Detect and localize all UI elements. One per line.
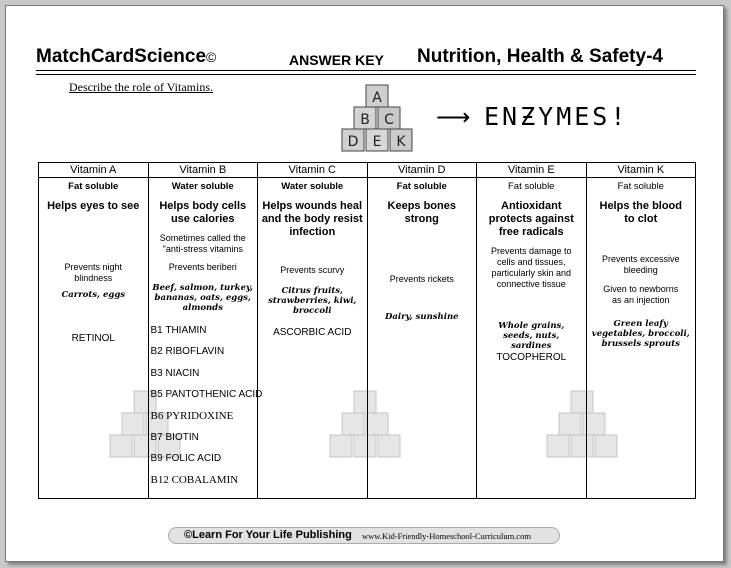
vitamin-b-cell: [148, 178, 263, 499]
block-letter: E: [372, 134, 382, 150]
chemical-name: RETINOL: [71, 333, 115, 344]
vitamin-a-cell: [39, 178, 149, 499]
solubility-label: Water soluble: [281, 181, 344, 192]
solubility-label: Fat soluble: [396, 181, 447, 192]
answer-key-label: ANSWER KEY: [289, 52, 384, 68]
fact-text: Prevents scurvy: [280, 265, 345, 275]
food-sources: Whole grains, seeds, nuts, sardines: [498, 321, 565, 351]
vitamin-c-cell: [258, 178, 368, 499]
arrow-icon: ⟶: [436, 104, 471, 131]
block-letter: C: [384, 112, 394, 128]
vitamin-k-cell: [586, 178, 696, 499]
copyright-mark: ©: [206, 49, 217, 65]
vitamin-e-cell: [477, 178, 587, 499]
role-text: Keeps bones strong: [387, 200, 456, 225]
enzymes-text: ENƵYMES!: [484, 102, 629, 131]
brand-name: MatchCardScience: [36, 46, 207, 67]
block-letter: K: [396, 134, 406, 150]
header-rule-top: [36, 70, 696, 71]
role-text: Antioxidant protects against free radicals: [488, 200, 574, 238]
food-sources: Beef, salmon, turkey, bananas, oats, eggs, almonds: [152, 283, 254, 313]
fact-text-2: Given to newborns as an injection: [603, 284, 679, 305]
fact-text: Prevents beriberi: [168, 262, 237, 272]
column-header: Vitamin K: [586, 163, 696, 178]
food-sources: Green leafy vegetables, broccoli, brussels sprouts: [591, 319, 690, 349]
role-text: Helps body cells use calories: [159, 200, 247, 225]
brand-title: [36, 46, 216, 68]
b-vitamin-type: B3 NIACIN: [150, 368, 200, 379]
food-sources: Dairy, sunshine: [384, 312, 459, 322]
block-letter: D: [347, 134, 359, 150]
column-header: Vitamin C: [258, 163, 368, 178]
b-vitamin-type: B2 RIBOFLAVIN: [150, 346, 225, 357]
publisher-label: ©Learn For Your Life Publishing: [184, 529, 352, 541]
worksheet-topic: Nutrition, Health & Safety-4: [417, 46, 663, 67]
b-vitamin-type: B12 COBALAMIN: [150, 474, 239, 486]
fact-text: Prevents night blindness: [64, 262, 123, 283]
alphabet-blocks-icon: [328, 83, 428, 155]
worksheet-page: [5, 5, 724, 562]
solubility-label: Fat soluble: [68, 181, 119, 192]
question-prompt: Describe the role of Vitamins.: [69, 80, 214, 94]
b-vitamin-type: B5 PANTOTHENIC ACID: [150, 389, 263, 400]
chemical-name: ASCORBIC ACID: [273, 327, 352, 338]
vitamin-d-cell: [367, 178, 477, 499]
b-vitamin-type: B1 THIAMIN: [150, 325, 207, 336]
role-text: Helps the blood to clot: [599, 200, 682, 225]
solubility-label: Water soluble: [171, 181, 234, 192]
column-header: Vitamin D: [367, 163, 477, 178]
chemical-name: TOCOPHEROL: [496, 352, 567, 363]
table-header-row: [39, 163, 696, 178]
column-header: Vitamin E: [477, 163, 587, 178]
solubility-label: Fat soluble: [508, 181, 555, 192]
food-sources: Carrots, eggs: [61, 290, 126, 300]
block-letter: A: [372, 90, 382, 106]
vitamins-table: [38, 162, 696, 499]
b-vitamin-type: B9 FOLIC ACID: [150, 453, 222, 464]
fact-text: Prevents excessive bleeding: [601, 254, 680, 275]
table-row: [39, 178, 696, 499]
website-link[interactable]: www.Kid-Friendly-Homeschool-Curriculum.com: [362, 531, 531, 541]
food-sources: Citrus fruits, strawberries, kiwi, broccoli: [268, 286, 357, 316]
role-text: Helps wounds heal and the body resist infection: [261, 200, 363, 238]
header-rule-bottom: [36, 74, 696, 75]
note-text: Sometimes called the "anti-stress vitamins: [159, 233, 246, 254]
b-vitamin-type: B7 BIOTIN: [150, 432, 199, 443]
block-letter: B: [360, 112, 370, 128]
fact-text: Prevents rickets: [389, 274, 454, 284]
b-vitamin-type: B6 PYRIDOXINE: [150, 410, 234, 422]
column-header: Vitamin B: [148, 163, 258, 178]
role-text: Helps eyes to see: [47, 200, 140, 212]
solubility-label: Fat soluble: [617, 181, 664, 192]
column-header: Vitamin A: [39, 163, 149, 178]
fact-text: Prevents damage to cells and tissues, particularly skin and connective tissue: [490, 246, 572, 289]
